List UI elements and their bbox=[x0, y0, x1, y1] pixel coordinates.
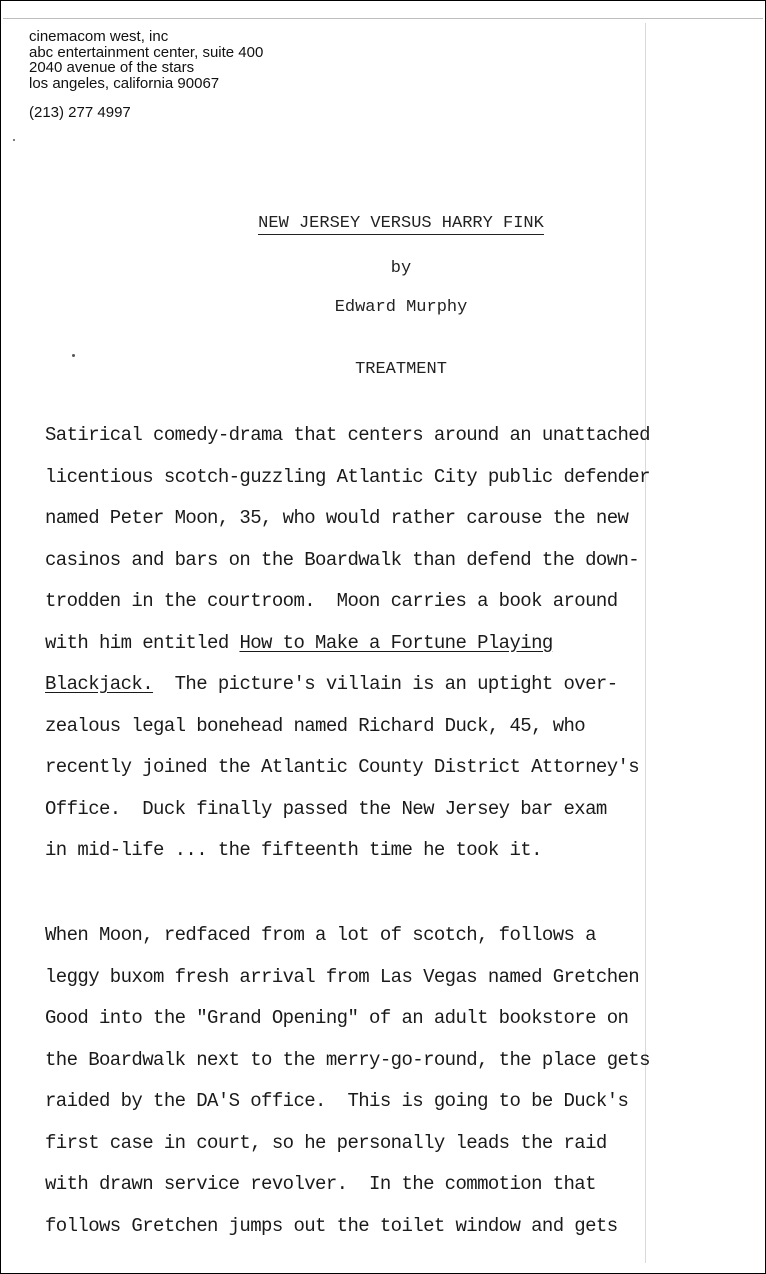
company-name: cinemacom west, inc bbox=[29, 28, 169, 45]
text-line: named Peter Moon, 35, who would rather carouse the new bbox=[45, 507, 629, 529]
document-title: NEW JERSEY VERSUS HARRY FINK bbox=[258, 214, 544, 233]
text-line: Good into the "Grand Opening" of an adult bookstore on bbox=[45, 1007, 629, 1029]
text-line: zealous legal bonehead named Richard Duck, 45, who bbox=[45, 714, 586, 737]
text-line: casinos and bars on the Boardwalk than defend the down- bbox=[45, 548, 640, 571]
text-line: Satirical comedy-drama that centers around an unattached bbox=[45, 424, 650, 446]
section-heading: TREATMENT bbox=[355, 360, 447, 379]
address-line-2: 2040 avenue of the stars bbox=[29, 59, 195, 76]
address-line-1: abc entertainment center, suite 400 bbox=[29, 43, 264, 61]
text-line: with him entitled How to Make a Fortune Playing bbox=[45, 631, 553, 654]
text-line: leggy buxom fresh arrival from Las Vegas named Gretchen bbox=[45, 965, 640, 988]
text-line: raided by the DA'S office. This is going to be Duck's bbox=[45, 1090, 629, 1112]
text-line: Blackjack. The picture's villain is an uptight over- bbox=[45, 673, 618, 695]
author-name: Edward Murphy bbox=[334, 298, 468, 317]
address-line-3: los angeles, california 90067 bbox=[29, 74, 220, 92]
byline: by bbox=[390, 259, 412, 278]
scan-speck bbox=[13, 139, 15, 141]
text-line: follows Gretchen jumps out the toilet window and gets bbox=[45, 1214, 618, 1237]
scan-speck bbox=[72, 354, 75, 357]
phone-number: (213) 277 4997 bbox=[29, 104, 131, 121]
paragraph-2 bbox=[45, 915, 745, 1247]
text-line: first case in court, so he personally leads the raid bbox=[45, 1131, 607, 1154]
text-line: licentious scotch-guzzling Atlantic City public defender bbox=[45, 465, 650, 488]
text-line: recently joined the Atlantic County District Attorney's bbox=[45, 756, 640, 778]
paragraph-1 bbox=[45, 415, 745, 872]
book-title-cont: Blackjack. bbox=[45, 673, 154, 695]
text-line: Office. Duck finally passed the New Jersey bar exam bbox=[45, 797, 607, 820]
top-divider bbox=[3, 18, 763, 19]
text-line: the Boardwalk next to the merry-go-round, the place gets bbox=[45, 1048, 650, 1071]
book-title: How to Make a Fortune Playing bbox=[239, 631, 553, 654]
text-line: in mid-life ... the fifteenth time he took it. bbox=[45, 839, 542, 861]
text-line: When Moon, redfaced from a lot of scotch, follows a bbox=[45, 924, 596, 946]
text-line: trodden in the courtroom. Moon carries a book around bbox=[45, 590, 618, 612]
text-line: with drawn service revolver. In the commotion that bbox=[45, 1173, 596, 1195]
letterhead bbox=[29, 29, 263, 121]
